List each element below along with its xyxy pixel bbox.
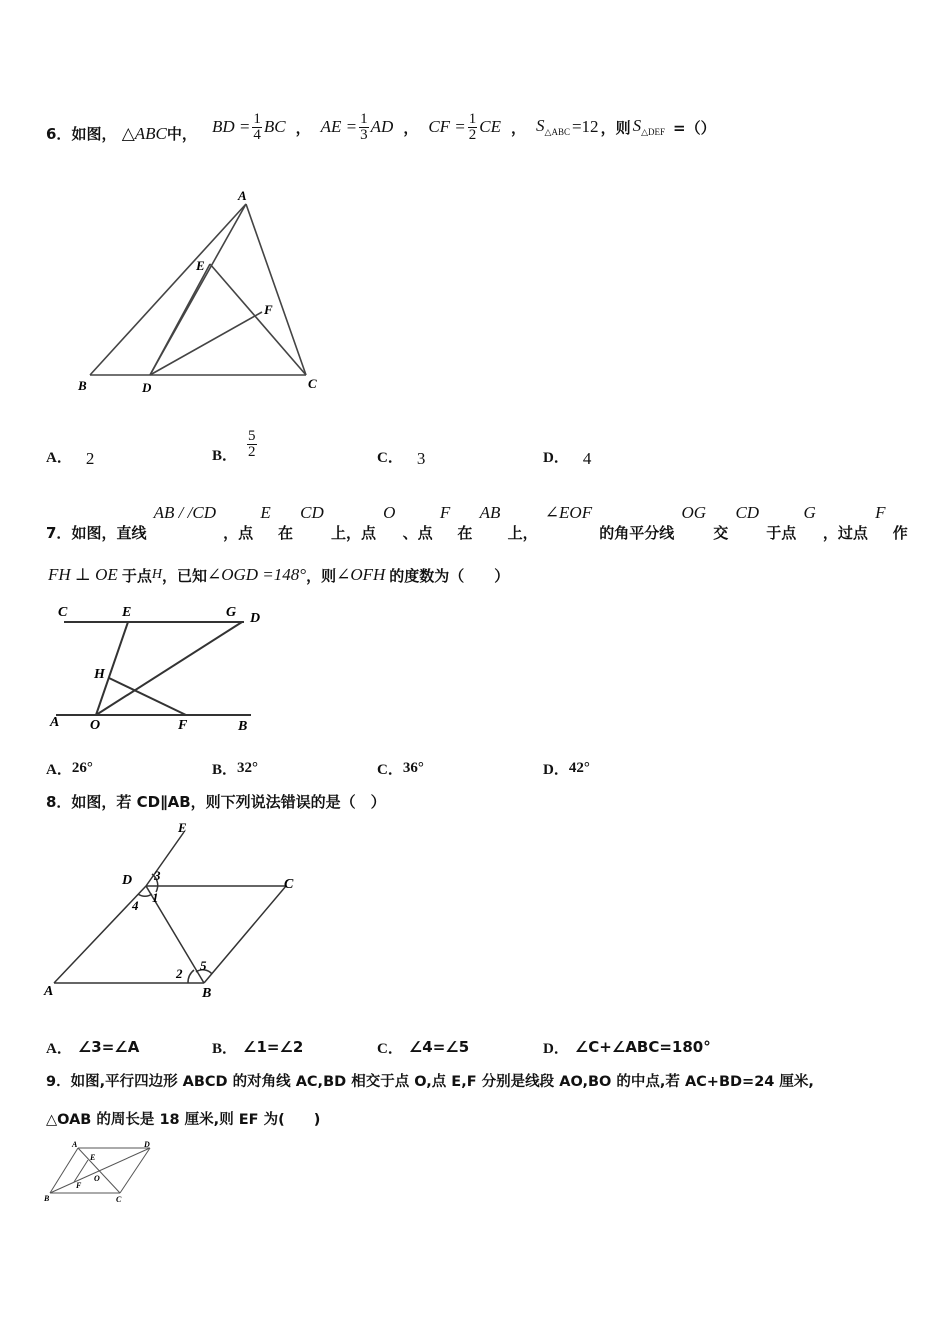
q8-option-c-letter: C． — [377, 1040, 403, 1057]
q7-option-d-letter: D． — [543, 761, 569, 778]
q9-label-c: C — [116, 1195, 122, 1204]
q6-comma-2: ， — [403, 118, 419, 137]
q7-angle-ofh: ∠OFH — [336, 565, 386, 584]
q6-prefix: 如图， — [71, 125, 117, 143]
q7-segment-og — [96, 622, 242, 715]
q6-bd-fraction — [252, 112, 262, 143]
q7-line-cd-2: CD — [735, 503, 760, 522]
q8-label-b: B — [202, 986, 212, 1001]
q6-bd-num: 1 — [253, 110, 261, 127]
q6-option-a[interactable] — [46, 442, 94, 470]
q7-line-og: OG — [681, 503, 707, 522]
q6-option-b-fraction — [247, 429, 257, 460]
q7-label-b: B — [238, 719, 248, 734]
q7-label-d: D — [250, 611, 261, 626]
q6-comma-1: ， — [295, 118, 311, 137]
q7-line2-t4: 的度数为（ ） — [389, 566, 510, 585]
q6-s-abc: $S_{\triangle ABC}$ — [536, 116, 570, 137]
q8-option-b-letter: B． — [212, 1040, 238, 1057]
q6-option-b-den: 2 — [248, 443, 256, 460]
q6-label-b: B — [78, 378, 87, 393]
q7-angle-ogd: ∠OGD =148° — [206, 565, 307, 584]
q8-label-4: 4 — [132, 898, 139, 913]
q6-option-d[interactable] — [543, 442, 591, 470]
q7-point-e: E — [260, 503, 271, 522]
q6-label-a: A — [238, 188, 247, 203]
q8-label-d: D — [122, 873, 133, 888]
q6-cf-rhs: CE — [479, 117, 502, 136]
q9-stem-line2: △OAB 的周长是 18 厘米,则 EF 为( ) — [46, 1112, 321, 1128]
q6-segment-ec — [210, 264, 306, 375]
q8-arc-angle-2 — [188, 970, 194, 983]
q8-option-b-value: ∠1=∠2 — [243, 1038, 304, 1056]
q6-label-e: E — [196, 258, 205, 273]
q6-label-f: F — [264, 302, 273, 317]
q6-bd-rhs: BC — [263, 117, 286, 136]
q6-cf-den: 2 — [468, 126, 477, 143]
q7-point-f-2: F — [875, 503, 886, 522]
q8-label-5: 5 — [200, 958, 207, 973]
q7-ab-parallel-cd: AB / /CD — [153, 503, 216, 522]
q7-point-g: G — [803, 503, 816, 522]
q7-fh-perp-oe: FH ⊥ OE — [48, 565, 118, 584]
q7-option-d-value: 42° — [568, 759, 590, 776]
q7-label-f: F — [178, 718, 188, 733]
q6-label-c: C — [308, 376, 317, 391]
q8-segment-bc — [204, 886, 286, 983]
q7-line-ab: AB — [479, 503, 501, 522]
q6-option-a-letter: A． — [46, 449, 72, 466]
q7-label-o: O — [90, 718, 101, 733]
q7-line2-t1: 于点 — [121, 566, 152, 585]
q6-ae-lhs: AE = — [320, 117, 358, 136]
q7-label-e: E — [122, 605, 132, 620]
q6-formula — [212, 104, 716, 150]
q6-s-abc-value: =12 — [571, 117, 599, 136]
q7-point-h: H — [151, 567, 162, 582]
q7-label-a: A — [50, 715, 60, 730]
q7-option-c-letter: C． — [377, 761, 403, 778]
q6-option-c[interactable] — [377, 442, 425, 470]
q7-stem-line2 — [48, 560, 509, 590]
q6-zhong: 中， — [166, 125, 197, 143]
q6-bd-den: 4 — [253, 126, 261, 143]
q6-cf-fraction — [468, 112, 478, 143]
q6-option-b-letter: B． — [212, 447, 238, 464]
q8-option-d-value: ∠C+∠ABC=180° — [574, 1038, 711, 1056]
q7-stem-line1 — [46, 503, 908, 543]
q7-t2: ，点 — [223, 524, 254, 542]
q7-t3: 在 — [277, 524, 293, 542]
q8-option-c-value: ∠4=∠5 — [408, 1038, 470, 1056]
q6-cf-lhs: CF = — [428, 117, 466, 136]
q6-label-d: D — [142, 380, 152, 395]
q7-label-c: C — [58, 605, 68, 620]
q9-label-b: B — [44, 1194, 50, 1203]
q7-t4: 上，点 — [330, 524, 376, 542]
q6-comma-3: ， — [511, 118, 527, 137]
q8-option-a[interactable] — [46, 1037, 139, 1057]
q7-label-g: G — [226, 605, 237, 620]
q8-label-a: A — [44, 984, 54, 999]
q6-s-abc-sub: △ABC — [544, 127, 570, 137]
q6-number: 6． — [46, 125, 72, 143]
q7-option-b[interactable] — [212, 758, 258, 778]
q8-stem: 8．如图，若 CD∥AB，则下列说法错误的是（ ） — [46, 793, 386, 811]
q7-option-a-value: 26° — [71, 759, 93, 776]
q6-triangle: △ABC — [121, 124, 167, 143]
q7-line2-t3: ，则 — [306, 566, 337, 585]
q7-label-h: H — [94, 667, 105, 682]
q7-t10: 于点 — [766, 524, 797, 542]
q8-option-c[interactable] — [377, 1037, 469, 1057]
q7-t6: 在 — [457, 524, 473, 542]
q6-figure — [70, 180, 330, 400]
q7-line-cd: CD — [300, 503, 324, 522]
q7-number-and-prefix: 7．如图，直线 — [46, 524, 147, 542]
q6-stem — [46, 112, 197, 156]
q8-segment-de — [146, 832, 184, 886]
q7-option-c[interactable] — [377, 758, 424, 778]
q8-option-a-letter: A． — [46, 1040, 72, 1057]
q8-option-d[interactable] — [543, 1037, 711, 1057]
q6-bd-lhs: BD = — [212, 117, 251, 136]
q6-option-a-value: 2 — [85, 449, 95, 468]
q7-t7: 上， — [507, 524, 538, 542]
q7-segment-hf — [109, 678, 186, 715]
q6-option-b[interactable] — [212, 420, 257, 468]
q7-t5: 、点 — [402, 524, 433, 542]
q9-label-e: E — [90, 1153, 96, 1162]
q9-label-d: D — [144, 1140, 150, 1149]
q6-ze: ，则 — [600, 118, 631, 137]
q8-figure — [40, 820, 310, 1005]
q7-t9: 交 — [713, 524, 729, 542]
q9-label-o: O — [94, 1174, 100, 1183]
q6-option-c-value: 3 — [416, 449, 426, 468]
q6-ae-rhs: AD — [370, 117, 394, 136]
q7-option-b-letter: B． — [212, 761, 238, 778]
q7-option-c-value: 36° — [402, 759, 424, 776]
q8-label-2: 2 — [176, 966, 183, 981]
q7-point-f: F — [439, 503, 451, 522]
q8-arc-angle-4 — [138, 894, 152, 896]
q8-label-3: 3 — [154, 868, 161, 883]
q7-angle-eof: ∠EOF — [544, 503, 593, 522]
q8-label-e: E — [178, 820, 187, 835]
q7-option-b-value: 32° — [237, 759, 259, 776]
q9-label-a: A — [72, 1140, 78, 1149]
q6-ae-den: 3 — [360, 126, 368, 143]
q7-t8: 的角平分线 — [599, 524, 675, 542]
q6-option-c-letter: C． — [377, 449, 403, 466]
q6-segment-ab — [90, 204, 246, 375]
q6-s-def-sub: △DEF — [641, 127, 666, 137]
q7-option-d[interactable] — [543, 758, 590, 778]
q8-option-a-value: ∠3=∠A — [77, 1038, 140, 1056]
q7-line2-t2: ，已知 — [161, 566, 207, 585]
q9-figure — [40, 1138, 165, 1208]
q7-point-o: O — [383, 503, 396, 522]
q6-ae-fraction — [359, 112, 369, 143]
q6-segment-ac — [246, 204, 306, 375]
q6-ae-num: 1 — [360, 110, 368, 127]
q8-label-1: 1 — [152, 890, 159, 905]
q7-t12: 作 — [892, 524, 908, 542]
q7-figure — [46, 598, 276, 738]
q9-label-f: F — [76, 1181, 82, 1190]
q6-option-b-num: 5 — [248, 427, 256, 444]
q8-option-d-letter: D． — [543, 1040, 569, 1057]
q7-option-a-letter: A． — [46, 761, 72, 778]
q8-label-c: C — [284, 877, 294, 892]
q7-option-a[interactable] — [46, 758, 93, 778]
q6-s-def: $S_{\triangle DEF}$ — [632, 116, 666, 137]
q6-option-d-value: 4 — [582, 449, 592, 468]
q6-tail: =（） — [673, 118, 716, 137]
q6-cf-num: 1 — [468, 110, 477, 127]
q9-stem-line1: 9．如图,平行四边形 ABCD 的对角线 AC,BD 相交于点 O,点 E,F 分别是线段 AO,BO 的中点,若 AC+BD=24 厘米, — [46, 1074, 814, 1090]
q6-option-d-letter: D． — [543, 449, 569, 466]
q8-option-b[interactable] — [212, 1037, 303, 1057]
q7-t11: ，过点 — [822, 524, 868, 542]
